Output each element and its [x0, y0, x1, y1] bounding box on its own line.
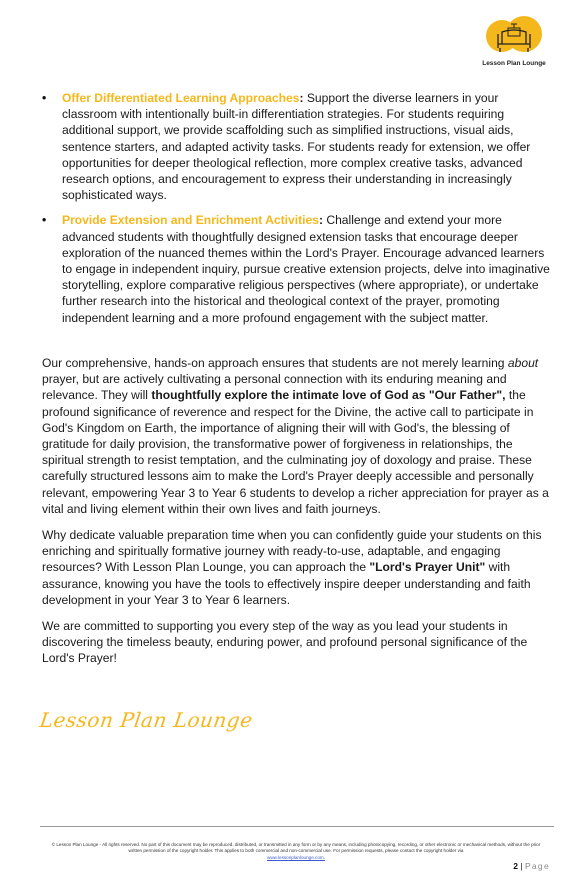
text-run: Why dedicate valuable preparation time when you can confidently guide your students on this enriching and spiritually formative journey with ready-to-use, adaptable, and engaging resources? With Lesson Plan Lounge, you can approach the: [42, 528, 542, 575]
emphasis-about: about: [507, 356, 539, 370]
paragraph-why: [42, 527, 556, 608]
bullet-body: Challenge and extend your more advanced students with thoughtfully designed extension tasks that encourage deeper exploration of the nuanced themes within the Lord's Prayer. Encourage advanced learners to engage in independent inquiry, pursue creative extension projects, delve into imaginative storytelling, explore comparative religious perspectives (where appropriate), or undertake further research into the historical and theological context of the prayer, promoting independent learning and a more profound engagement with the subject matter.: [62, 213, 550, 325]
text-run: the profound significance of reverence and respect for the Divine, the active call to participate in God's Kingdom on Earth, the importance of aligning their will with God's, the blessing of gratitude for daily provision, the transformative power of forgiveness in relationships, the spiritual strength to resist temptation, and the culminating joy of doxology and praise. These carefully structured lessons aim to make the Lord's Prayer deeply accessible and personally relevant, empowering Year 3 to Year 6 students to develop a richer appreciation for prayer as a vital and living element within their own lives and faith journeys.: [42, 388, 549, 516]
list-item: [62, 90, 554, 203]
list-item: [62, 212, 554, 325]
footer-link-wrap: [46, 855, 546, 860]
bullet-list: [62, 90, 554, 335]
footer-copyright: © Lesson Plan Lounge - All rights reserved. No part of this document may be reproduced, distributed, or transmitted in any form or by any means, including photocopying, recording, or other electronic or mechanical methods, without the prior written permission of the copyright holder. This applies to both commercial and non-commercial use. For permission requests, please contact the copyright holder via: [51, 842, 541, 854]
bullet-heading: Offer Differentiated Learning Approaches: [62, 91, 300, 105]
text-run: prayer, but are actively cultivating a personal connection with its enduring meaning and relevance. They will: [42, 372, 507, 403]
bullet-heading: Provide Extension and Enrichment Activities: [62, 213, 319, 228]
text-run: with assurance, knowing you have the tools to effectively inspire deeper understanding and faith development in your Year 3 to Year 6 learners.: [42, 560, 531, 607]
bold-phrase: "Lord's Prayer Unit": [369, 560, 486, 575]
website-link[interactable]: www.lessonplanlounge.com.: [267, 855, 325, 860]
page-label: Page: [524, 861, 550, 871]
body-paragraphs: [42, 355, 556, 677]
armchair-logo-icon: [484, 14, 544, 60]
bullet-body: Support the diverse learners in your classroom with intentionally built-in differentiation strategies. For students requiring additional support, we provide scaffolding such as simplified instructions, visual aids, sentence starters, and adapted activity tasks. For students ready for extension, we offer opportunities for deeper theological reflection, more complex creative tasks, advanced research options, and encouragement to express their understanding in increasingly sophisticated ways.: [62, 91, 531, 203]
signature: Lesson Plan Lounge: [38, 708, 255, 732]
page-separator: |: [520, 861, 523, 871]
paragraph-approach: [42, 355, 556, 517]
footer-divider: [40, 826, 554, 827]
brand-logo: [478, 14, 550, 72]
page-number: [513, 861, 550, 871]
text-run: Our comprehensive, hands-on approach ensures that students are not merely learning: [42, 356, 508, 370]
bullet-colon: :: [318, 213, 323, 228]
logo-text: Lesson Plan Lounge: [482, 60, 546, 67]
bold-phrase: thoughtfully explore the intimate love of God as "Our Father",: [151, 388, 506, 403]
page-number-value: 2: [513, 861, 518, 871]
paragraph-commitment: We are committed to supporting you every step of the way as you lead your students in discovering the timeless beauty, enduring power, and profound personal significance of the Lord's Prayer!: [42, 619, 528, 666]
bullet-colon: :: [299, 91, 304, 105]
